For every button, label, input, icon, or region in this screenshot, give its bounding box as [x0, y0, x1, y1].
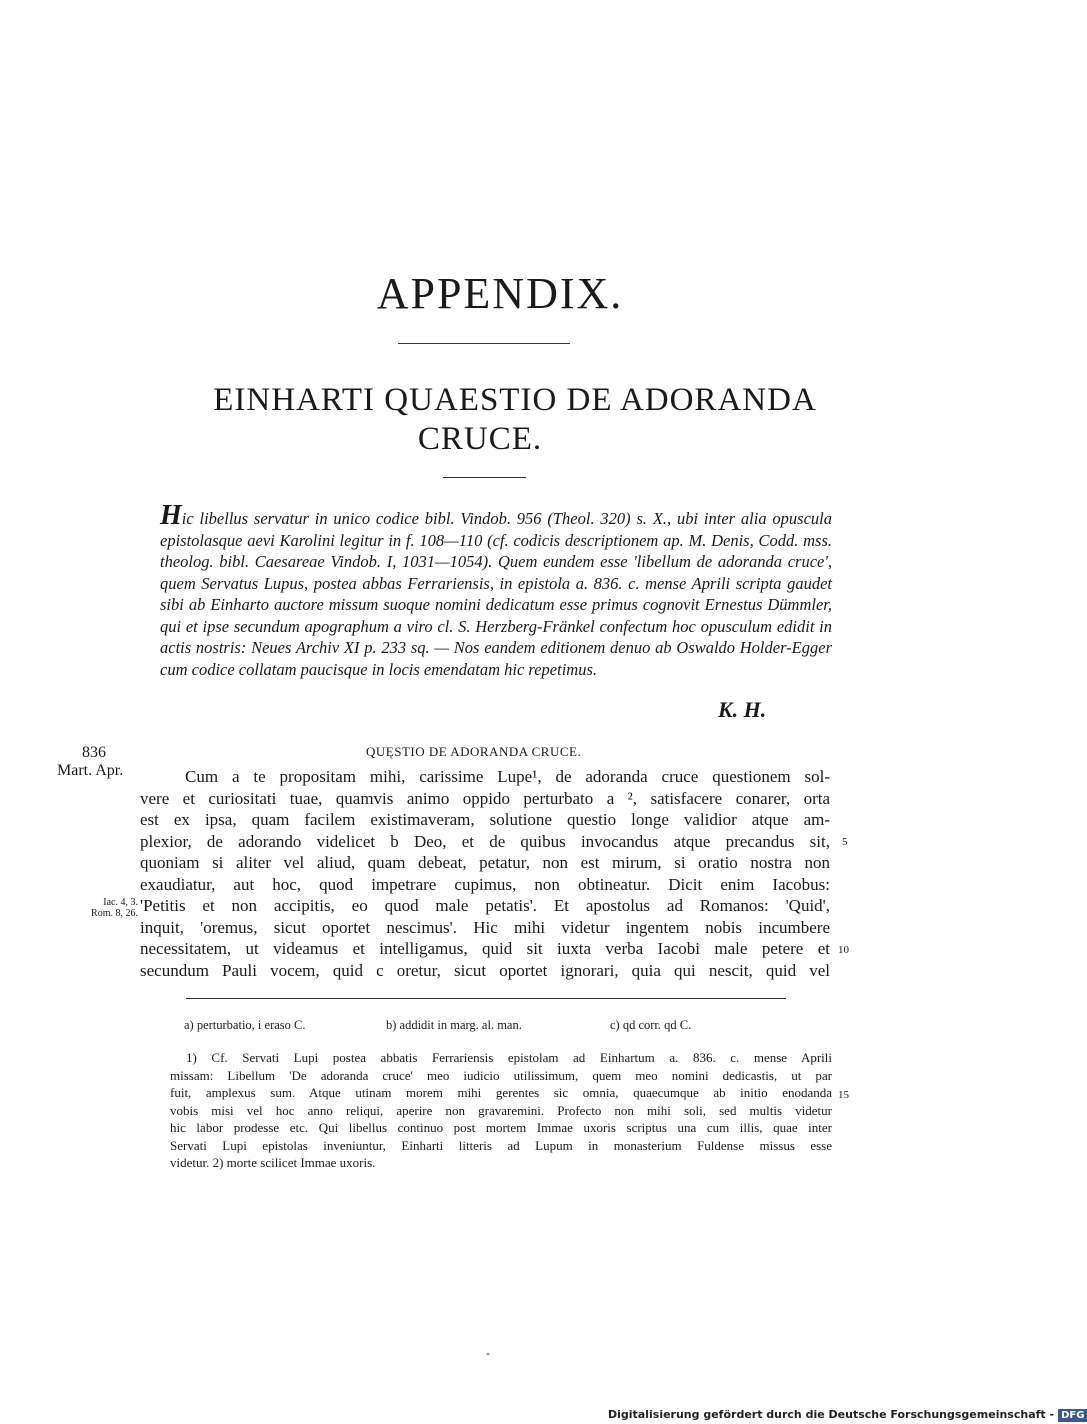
page-title: APPENDIX.: [376, 269, 624, 318]
apparatus-note-b: b) addidit in marg. al. man.: [386, 1018, 522, 1032]
subtitle-line-1: EINHARTI QUAESTIO DE ADORANDA: [213, 382, 817, 418]
line-number-10: 10: [838, 944, 849, 956]
page-mark: -: [486, 1346, 490, 1360]
subtitle-line-2: CRUCE.: [417, 421, 543, 457]
body-line: secundum Pauli vocem, quid c oretur, sicut oportet ignorari, quia qui nescit, quid vel: [140, 960, 830, 980]
body-text: [140, 766, 830, 981]
footnote-line: fuit, amplexus sum. Atque utinam morem mihi gerentes sic omnia, quaecumque ab initio enodanda: [170, 1085, 832, 1100]
body-line: 'Petitis et non accipitis, eo quod male petatis'. Et apostolus ad Romanos: 'Quid',: [140, 896, 830, 915]
title-divider: [398, 343, 570, 344]
footnote-line: 1) Cf. Servati Lupi postea abbatis Ferrariensis epistolam ad Einhartum a. 836. c. mense Aprili: [186, 1050, 832, 1065]
signature: K. H.: [718, 697, 767, 722]
margin-ref-iacobus: Iac. 4, 3.: [103, 897, 138, 908]
section-heading: QUĘSTIO DE ADORANDA CRUCE.: [366, 744, 582, 759]
body-line: quoniam si aliter vel aliud, quam debeat, petatur, non est mirum, si oratio nostra non: [140, 853, 830, 872]
margin-year: 836: [82, 744, 106, 761]
body-line: exaudiatur, aut hoc, quod impetrare cupimus, non obtineatur. Dicit enim Iacobus:: [140, 874, 830, 894]
dfg-logo: DFG: [1058, 1409, 1087, 1422]
intro-text: ic libellus servatur in unico codice bibl. Vindob. 956 (Theol. 320) s. X., ubi inter alia opuscula epistolasque aevi Karolini legitur in f. 108—110 (cf. codicis descriptionem ap. M. Denis, Codd. mss. theolog. bibl. Caesareae Vindob. I, 1031—1054). Quem eundem esse 'libellum de adoranda cruce', quem Servatus Lupus, postea abbas Ferrariensis, in epistola a. 836. c. mense Aprili scripta gaudet sibi ab Einharto auctore missum suoque nomini dedicatum esse primus cognovit Ernestus Dümmler, qui et ipse secundum apographum a viro cl. S. Herzberg-Fränkel confectum hoc opusculum edidit in actis nostris: Neues Archiv XI p. 233 sq. — Nos eandem editionem denuo ab Oswaldo Holder-Egger cum codice collatam paucisque in locis emendatam hic repetimus.: [160, 509, 832, 679]
subtitle-divider: [443, 477, 526, 478]
margin-ref-romanos: Rom. 8, 26.: [91, 908, 138, 919]
body-line: vere et curiositati tuae, quamvis animo oppido perturbato a ², satisfacere conarer, orta: [140, 788, 830, 808]
body-line: plexior, de adorando videlicet b Deo, et de quibus invocandus atque precandus sit,: [140, 831, 830, 851]
margin-months: Mart. Apr.: [57, 762, 124, 779]
footnote-line-number: 15: [838, 1089, 849, 1101]
intro-paragraph: [160, 500, 832, 680]
footnote-line: hic labor prodesse etc. Qui libellus continuo post mortem Immae uxoris scriptus una cum illis, quae inter: [170, 1120, 832, 1135]
digitization-credit: [608, 1405, 1087, 1423]
body-line: inquit, 'oremus, sicut oportet nescimus'. Hic mihi videtur ingentem nobis incumbere: [140, 917, 830, 937]
footnote-line: vobis misi vel hoc anno reliqui, aperire non gravaremini. Profecto non mihi soli, sed multis videtur: [170, 1102, 832, 1118]
credit-text: Digitalisierung gefördert durch die Deutsche Forschungsgemeinschaft -: [608, 1408, 1055, 1421]
footnote-line: missam: Libellum 'De adoranda cruce' meo iudicio utilissimum, quem meo nomini dedicastis, ut par: [170, 1067, 832, 1083]
body-line: necessitatem, ut videamus et intelligamus, quid sit iuxta verba Iacobi male petere et: [140, 939, 830, 958]
apparatus-note-c: c) qd corr. qd C.: [610, 1018, 692, 1032]
footnote-line: videtur. 2) morte scilicet Immae uxoris.: [170, 1155, 376, 1170]
footnote-separator: [186, 998, 786, 999]
line-number-5: 5: [842, 836, 848, 848]
footnote-line: Servati Lupi epistolas inveniuntur, Einharti litteris ad Lupum in monasterium Fuldense missus esse: [170, 1137, 832, 1153]
apparatus-note-a: a) perturbatio, i eraso C.: [184, 1018, 306, 1032]
intro-dropcap: H: [160, 500, 182, 531]
footnotes: [170, 1049, 832, 1172]
body-line: est ex ipsa, quam facilem existimaveram, solutione questio longe validior atque am-: [140, 810, 830, 829]
body-line: Cum a te propositam mihi, carissime Lupe¹, de adoranda cruce questionem sol-: [185, 767, 830, 786]
